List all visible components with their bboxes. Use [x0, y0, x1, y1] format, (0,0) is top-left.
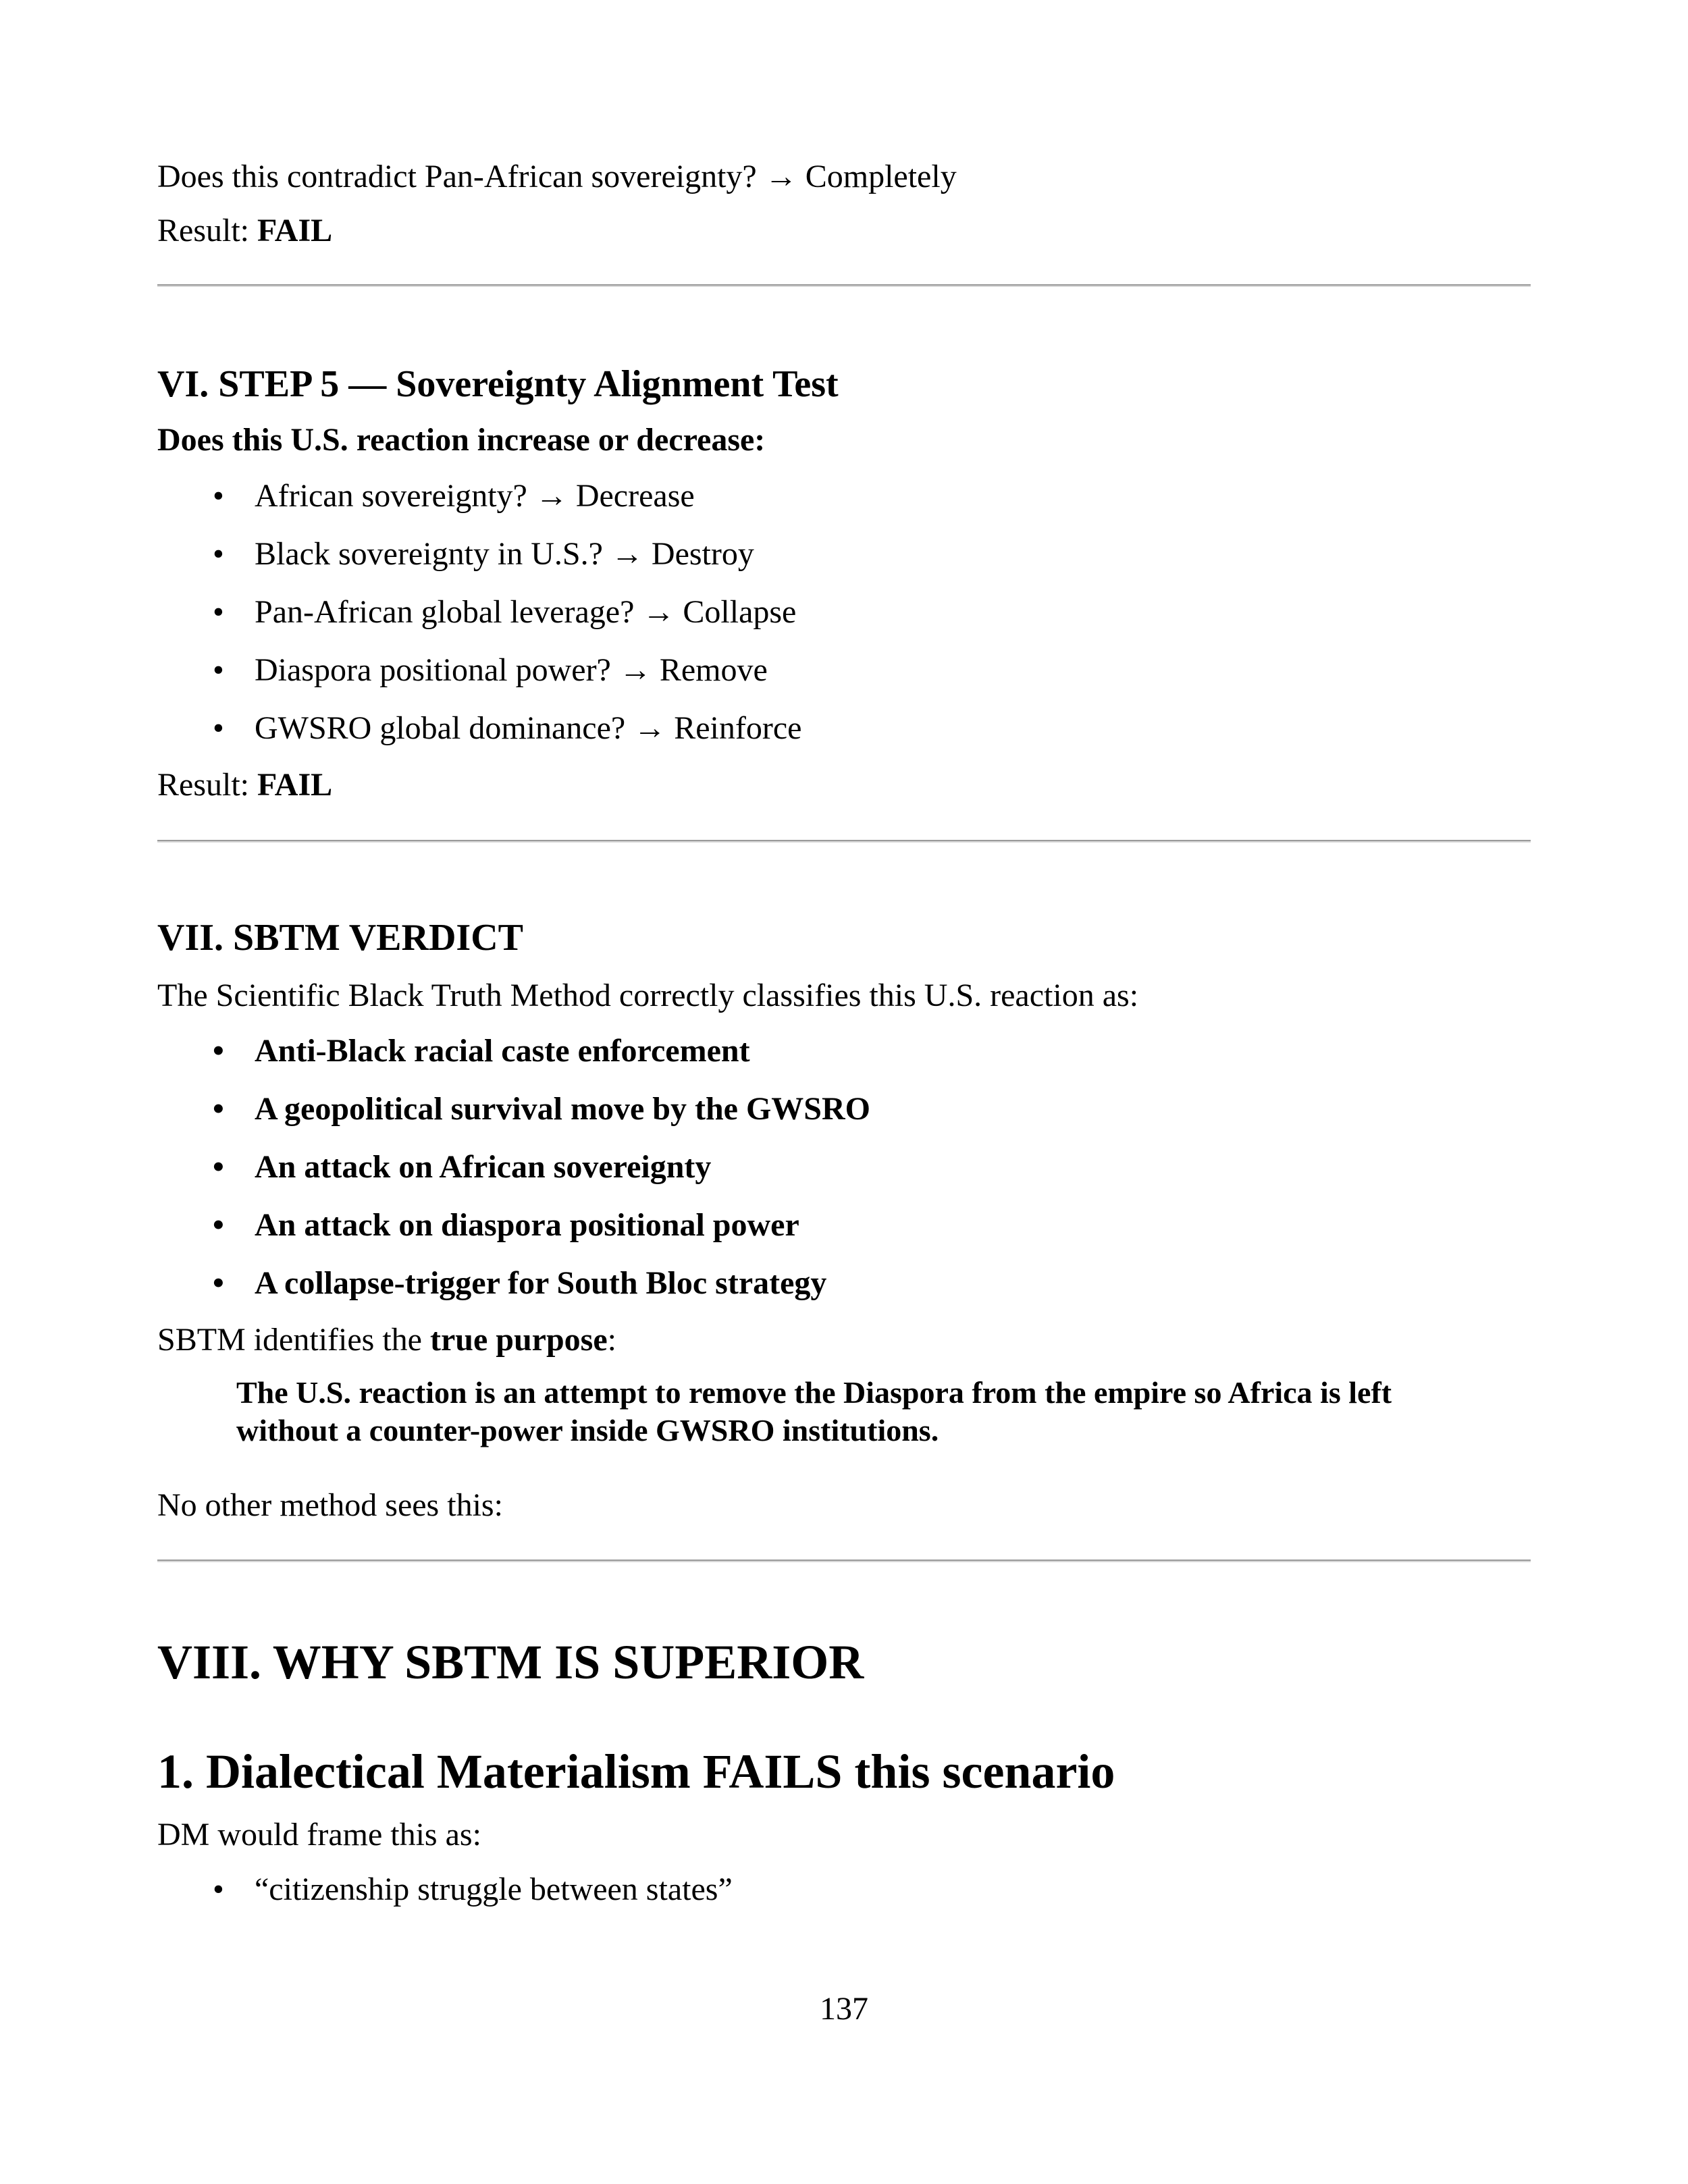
section-divider: [157, 284, 1531, 287]
result-value: FAIL: [257, 213, 333, 248]
section-8-intro: DM would frame this as:: [157, 1817, 481, 1853]
result-label: Result:: [157, 213, 258, 248]
bullet-icon: •: [213, 1207, 224, 1243]
bullet-icon: •: [213, 594, 224, 630]
intro-result: [157, 211, 332, 251]
bullet-icon: •: [213, 1091, 224, 1127]
section-divider: [157, 1560, 1531, 1562]
bullet-icon: •: [213, 536, 224, 572]
bullet-icon: •: [213, 1871, 224, 1907]
contradiction-question: Does this contradict Pan-African sovereignty? → Completely: [157, 159, 957, 194]
bullet-icon: •: [213, 1033, 224, 1069]
bullet-icon: •: [213, 710, 224, 746]
bullet-icon: •: [213, 1149, 224, 1185]
section-6-heading: VI. STEP 5 — Sovereignty Alignment Test: [157, 363, 839, 405]
section-7-heading: VII. SBTM VERDICT: [157, 917, 523, 959]
verdict-quote: The U.S. reaction is an attempt to remove the Diaspora from the empire so Africa is left without a counter-power inside GWSRO institutions.: [236, 1375, 1392, 1447]
true-purpose-line: SBTM identifies the true purpose:: [157, 1322, 616, 1358]
section-6-subheading: Does this U.S. reaction increase or decrease:: [157, 422, 766, 458]
section-divider: [157, 840, 1531, 843]
section-7-intro: The Scientific Black Truth Method correctly classifies this U.S. reaction as:: [157, 978, 1139, 1013]
section-7-closing: No other method sees this:: [157, 1487, 503, 1523]
section-8-heading: VIII. WHY SBTM IS SUPERIOR: [157, 1635, 864, 1689]
bullet-icon: •: [213, 478, 224, 514]
bullet-icon: •: [213, 652, 224, 688]
section-8-subheading: 1. Dialectical Materialism FAILS this scenario: [157, 1744, 1115, 1799]
result-value: FAIL: [257, 767, 333, 803]
page-number: 137: [820, 1991, 868, 2027]
result-label: Result:: [157, 767, 258, 803]
section-6-result: [157, 765, 332, 805]
bullet-icon: •: [213, 1265, 224, 1301]
